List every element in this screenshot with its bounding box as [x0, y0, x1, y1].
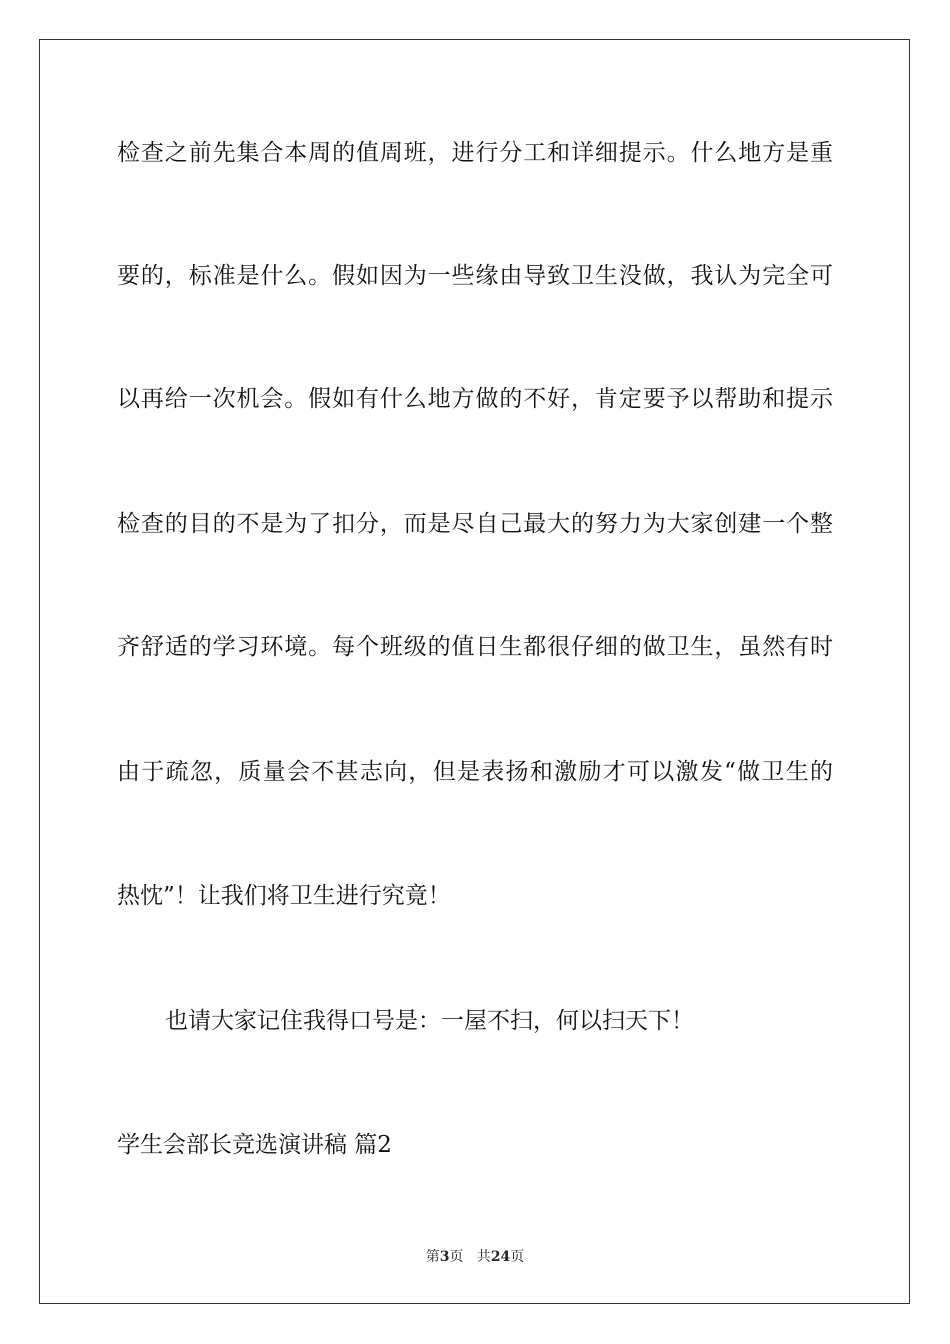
page-border — [39, 39, 910, 1304]
current-page-number: 3 — [439, 1249, 450, 1265]
total-page-number: 24 — [490, 1249, 511, 1265]
page-footer — [0, 1247, 950, 1267]
text-line-6: 由于疏忽，质量会不甚志向，但是表扬和激励才可以激发“做卫生的 — [117, 759, 833, 785]
text-line-5: 齐舒适的学习环境。每个班级的值日生都很仔细的做卫生，虽然有时 — [117, 634, 833, 660]
text-line-7: 热忱”！让我们将卫生进行究竟！ — [117, 883, 451, 909]
slogan-paragraph: 也请大家记住我得口号是：一屋不扫，何以扫天下！ — [165, 1008, 694, 1034]
text-line-3: 以再给一次机会。假如有什么地方做的不好，肯定要予以帮助和提示 — [117, 386, 833, 412]
footer-middle: 页 共 — [449, 1249, 491, 1265]
section-heading: 学生会部长竞选演讲稿 篇2 — [117, 1132, 392, 1158]
text-line-2: 要的，标准是什么。假如因为一些缘由导致卫生没做，我认为完全可 — [117, 263, 833, 289]
footer-prefix: 第 — [425, 1249, 440, 1265]
text-line-1: 检查之前先集合本周的值周班，进行分工和详细提示。什么地方是重 — [117, 140, 833, 166]
footer-suffix: 页 — [510, 1249, 525, 1265]
text-line-4: 检查的目的不是为了扣分，而是尽自己最大的努力为大家创建一个整 — [117, 511, 833, 537]
